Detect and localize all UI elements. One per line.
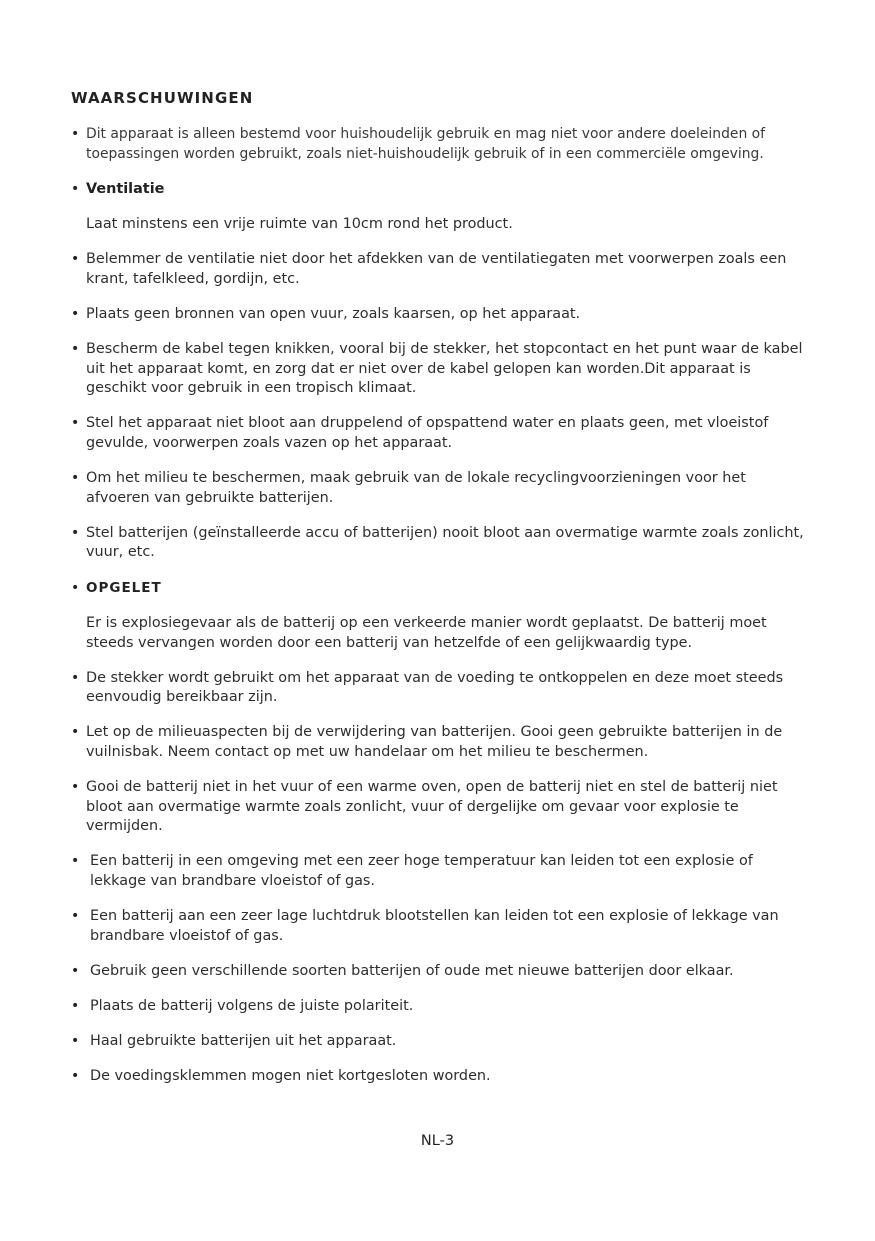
bullet-icon: • xyxy=(71,1068,80,1085)
bullet-icon: • xyxy=(71,180,80,197)
bullet-icon: • xyxy=(71,251,80,268)
list-item xyxy=(71,579,811,654)
list-item-text: De stekker wordt gebruikt om het apparaat van de voeding te ontkoppelen en deze moet steeds eenvoudig bereikbaar zijn. xyxy=(86,669,784,706)
bullet-icon: • xyxy=(71,415,80,432)
bullet-icon: • xyxy=(71,962,80,979)
list-item xyxy=(71,669,811,708)
list-item-text: Bescherm de kabel tegen knikken, vooral bij de stekker, het stopcontact en het punt waar de kabel uit het apparaat komt, en zorg dat er niet over de kabel gelopen kan worden.Dit apparaat is geschikt voor gebruik in een tropisch klimaat. xyxy=(86,341,803,397)
list-item-text: Gooi de batterij niet in het vuur of een warme oven, open de batterij niet en stel de batterij niet bloot aan overmatige warmte zoals zonlicht, vuur of dergelijke om gevaar voor explosie te vermijden. xyxy=(86,779,778,835)
list-item xyxy=(71,469,811,508)
bullet-icon: • xyxy=(71,579,80,596)
list-item xyxy=(71,414,811,453)
list-item xyxy=(71,180,811,235)
bullet-icon: • xyxy=(71,997,80,1014)
list-item-title: OPGELET xyxy=(86,579,162,596)
list-item xyxy=(71,907,811,946)
list-item-text: Stel het apparaat niet bloot aan druppelend of opspattend water en plaats geen, met vloeistof gevulde, voorwerpen zoals vazen op het apparaat. xyxy=(86,415,769,452)
bullet-icon: • xyxy=(71,779,80,796)
bullet-icon: • xyxy=(71,341,80,358)
page-number: NL-3 xyxy=(420,1133,455,1149)
list-item-text: Laat minstens een vrije ruimte van 10cm rond het product. xyxy=(86,216,513,233)
list-item-text: Gebruik geen verschillende soorten batterijen of oude met nieuwe batterijen door elkaar. xyxy=(90,962,734,979)
bullet-icon: • xyxy=(71,853,80,870)
list-item-text: Er is explosiegevaar als de batterij op een verkeerde manier wordt geplaatst. De batterij moet steeds vervangen worden door een batterij van hetzelfde of een gelijkwaardig type. xyxy=(86,615,767,651)
list-item xyxy=(71,340,811,399)
list-item-text: Let op de milieuaspecten bij de verwijdering van batterijen. Gooi geen gebruikte batterijen in de vuilnisbak. Neem contact op met uw handelaar om het milieu te beschermen. xyxy=(86,724,783,761)
bullet-icon: • xyxy=(71,306,80,323)
list-item xyxy=(71,962,811,982)
list-item-text: Plaats de batterij volgens de juiste polariteit. xyxy=(90,997,414,1014)
section-heading: WAARSCHUWINGEN xyxy=(71,89,254,107)
list-item xyxy=(71,305,811,325)
bullet-icon: • xyxy=(71,1033,80,1049)
bullet-icon: • xyxy=(71,724,80,741)
list-item-title: Ventilatie xyxy=(86,180,165,197)
list-item xyxy=(71,852,811,891)
list-item xyxy=(71,524,811,563)
list-item-text: Dit apparaat is alleen bestemd voor huishoudelijk gebruik en mag niet voor andere doeleinden of toepassingen worden gebruikt, zoals niet-huishoudelijk gebruik of in een commerciële omgeving. xyxy=(86,126,766,162)
bullet-icon: • xyxy=(71,524,80,541)
bullet-icon: • xyxy=(71,669,80,686)
list-item xyxy=(71,1067,811,1087)
list-item-text: Stel batterijen (geïnstalleerde accu of batterijen) nooit bloot aan overmatige warmte zoals zonlicht, vuur, etc. xyxy=(86,524,804,561)
list-item xyxy=(71,250,811,289)
list-item-text: Plaats geen bronnen van open vuur, zoals kaarsen, op het apparaat. xyxy=(86,306,581,323)
list-item-text: Een batterij aan een zeer lage luchtdruk blootstellen kan leiden tot een explosie of lekkage van brandbare vloeistof of gas. xyxy=(90,908,779,944)
list-item xyxy=(71,997,811,1017)
list-item xyxy=(71,778,811,837)
list-item-text: Belemmer de ventilatie niet door het afdekken van de ventilatiegaten met voorwerpen zoals een krant, tafelkleed, gordijn, etc. xyxy=(86,251,787,287)
list-item xyxy=(71,723,811,762)
list-item xyxy=(71,1032,811,1052)
warnings-list xyxy=(71,125,811,1102)
list-item-text: Haal gebruikte batterijen uit het apparaat. xyxy=(90,1033,397,1049)
list-item-text: Een batterij in een omgeving met een zeer hoge temperatuur kan leiden tot een explosie of lekkage van brandbare vloeistof of gas. xyxy=(90,853,753,890)
list-item-text: Om het milieu te beschermen, maak gebruik van de lokale recyclingvoorzieningen voor het afvoeren van gebruikte batterijen. xyxy=(86,470,746,506)
bullet-icon: • xyxy=(71,126,80,142)
list-item-text: De voedingsklemmen mogen niet kortgesloten worden. xyxy=(90,1068,491,1085)
list-item xyxy=(71,125,811,164)
bullet-icon: • xyxy=(71,470,80,487)
bullet-icon: • xyxy=(71,908,80,925)
